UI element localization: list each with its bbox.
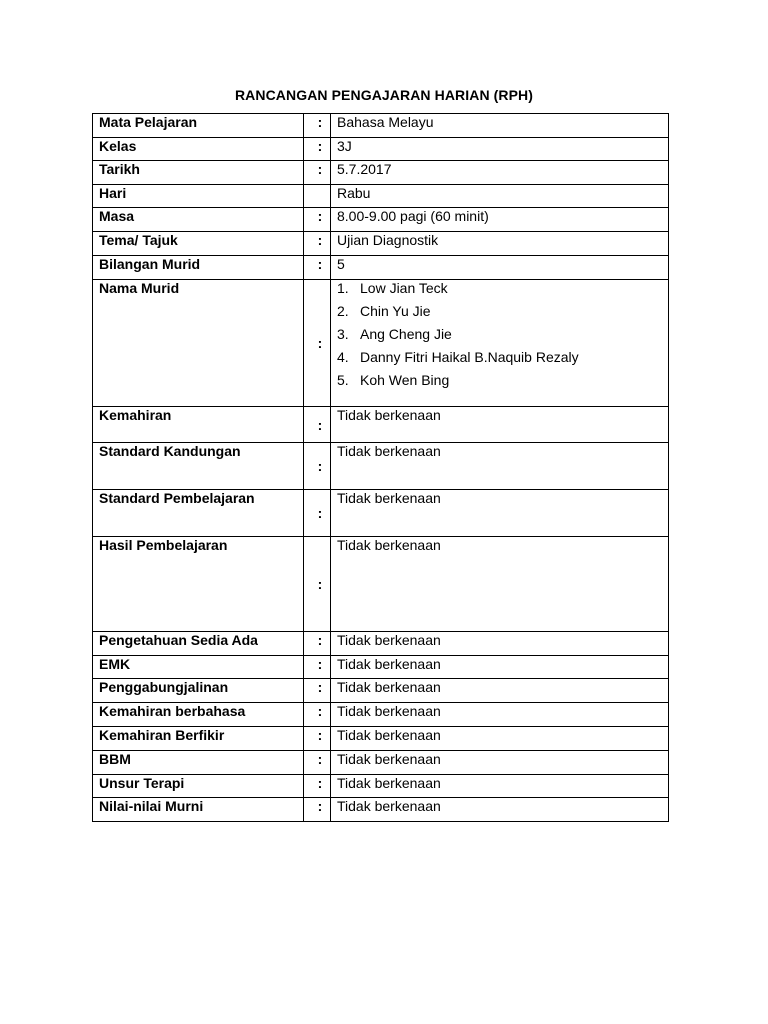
table-row [93, 703, 669, 727]
student-name: Koh Wen Bing [360, 372, 450, 388]
list-number: 2. [337, 303, 349, 319]
row-value: Ujian Diagnostik [331, 232, 669, 256]
document-title: RANCANGAN PENGAJARAN HARIAN (RPH) [234, 87, 534, 103]
table-row [93, 114, 669, 138]
student-name: Ang Cheng Jie [360, 326, 452, 342]
list-number: 1. [337, 280, 349, 296]
row-label: Hari [93, 185, 304, 208]
table-row [93, 138, 669, 161]
table-row [93, 775, 669, 798]
row-colon: : [304, 537, 331, 632]
row-label: Mata Pelajaran [93, 114, 304, 138]
rph-table [92, 113, 669, 822]
row-colon: : [304, 208, 331, 232]
row-value: 8.00-9.00 pagi (60 minit) [331, 208, 669, 232]
table-row [93, 632, 669, 656]
list-number: 3. [337, 326, 349, 342]
row-label: Unsur Terapi [93, 775, 304, 798]
row-colon: : [304, 751, 331, 775]
row-value: 3J [331, 138, 669, 161]
row-label: Pengetahuan Sedia Ada [93, 632, 304, 656]
table-row [93, 232, 669, 256]
table-row-students [93, 280, 669, 407]
row-label: Kemahiran berbahasa [93, 703, 304, 727]
table-row [93, 537, 669, 632]
row-label: Tarikh [93, 161, 304, 185]
row-value: Tidak berkenaan [331, 443, 669, 490]
row-label: EMK [93, 656, 304, 679]
list-number: 4. [337, 349, 349, 365]
row-label: Penggabungjalinan [93, 679, 304, 703]
row-colon: : [304, 138, 331, 161]
row-colon: : [304, 114, 331, 138]
row-label: Bilangan Murid [93, 256, 304, 280]
row-label: Nama Murid [93, 280, 304, 407]
row-colon: : [304, 798, 331, 822]
row-label: Standard Kandungan [93, 443, 304, 490]
list-item [337, 326, 668, 349]
student-list-cell [331, 280, 669, 407]
row-value: Tidak berkenaan [331, 490, 669, 537]
row-colon: : [304, 490, 331, 537]
row-colon: : [304, 656, 331, 679]
row-colon: : [304, 280, 331, 407]
table-row [93, 443, 669, 490]
list-number: 5. [337, 372, 349, 388]
row-colon: : [304, 632, 331, 656]
row-colon: : [304, 256, 331, 280]
row-label: Kelas [93, 138, 304, 161]
row-label: Hasil Pembelajaran [93, 537, 304, 632]
table-row [93, 679, 669, 703]
row-label: Masa [93, 208, 304, 232]
row-label: Kemahiran [93, 407, 304, 443]
list-item [337, 280, 668, 303]
row-value: Tidak berkenaan [331, 798, 669, 822]
row-label: Standard Pembelajaran [93, 490, 304, 537]
row-colon: : [304, 443, 331, 490]
row-colon: : [304, 232, 331, 256]
table-row [93, 490, 669, 537]
row-value: Tidak berkenaan [331, 775, 669, 798]
table-row [93, 798, 669, 822]
row-value: Rabu [331, 185, 669, 208]
row-colon: : [304, 161, 331, 185]
row-value: Tidak berkenaan [331, 703, 669, 727]
row-colon: : [304, 775, 331, 798]
list-item [337, 303, 668, 326]
row-label: Tema/ Tajuk [93, 232, 304, 256]
table-row [93, 256, 669, 280]
table-row [93, 656, 669, 679]
row-label: Kemahiran Berfikir [93, 727, 304, 751]
row-colon: : [304, 407, 331, 443]
row-value: Tidak berkenaan [331, 727, 669, 751]
student-name: Chin Yu Jie [360, 303, 431, 319]
row-value: Tidak berkenaan [331, 679, 669, 703]
row-value: Bahasa Melayu [331, 114, 669, 138]
table-row [93, 185, 669, 208]
row-value: Tidak berkenaan [331, 407, 669, 443]
list-item [337, 349, 668, 372]
row-value: 5 [331, 256, 669, 280]
row-colon: : [304, 703, 331, 727]
table-row [93, 727, 669, 751]
row-colon: : [304, 679, 331, 703]
row-colon: : [304, 727, 331, 751]
table-row [93, 751, 669, 775]
row-value: Tidak berkenaan [331, 632, 669, 656]
row-value: 5.7.2017 [331, 161, 669, 185]
row-colon [304, 185, 331, 208]
table-row [93, 161, 669, 185]
list-item [337, 372, 668, 395]
student-name: Danny Fitri Haikal B.Naquib Rezaly [360, 349, 579, 365]
row-value: Tidak berkenaan [331, 751, 669, 775]
table-row [93, 208, 669, 232]
row-label: BBM [93, 751, 304, 775]
row-value: Tidak berkenaan [331, 537, 669, 632]
row-value: Tidak berkenaan [331, 656, 669, 679]
row-label: Nilai-nilai Murni [93, 798, 304, 822]
student-list [337, 280, 668, 395]
student-name: Low Jian Teck [360, 280, 448, 296]
table-row [93, 407, 669, 443]
